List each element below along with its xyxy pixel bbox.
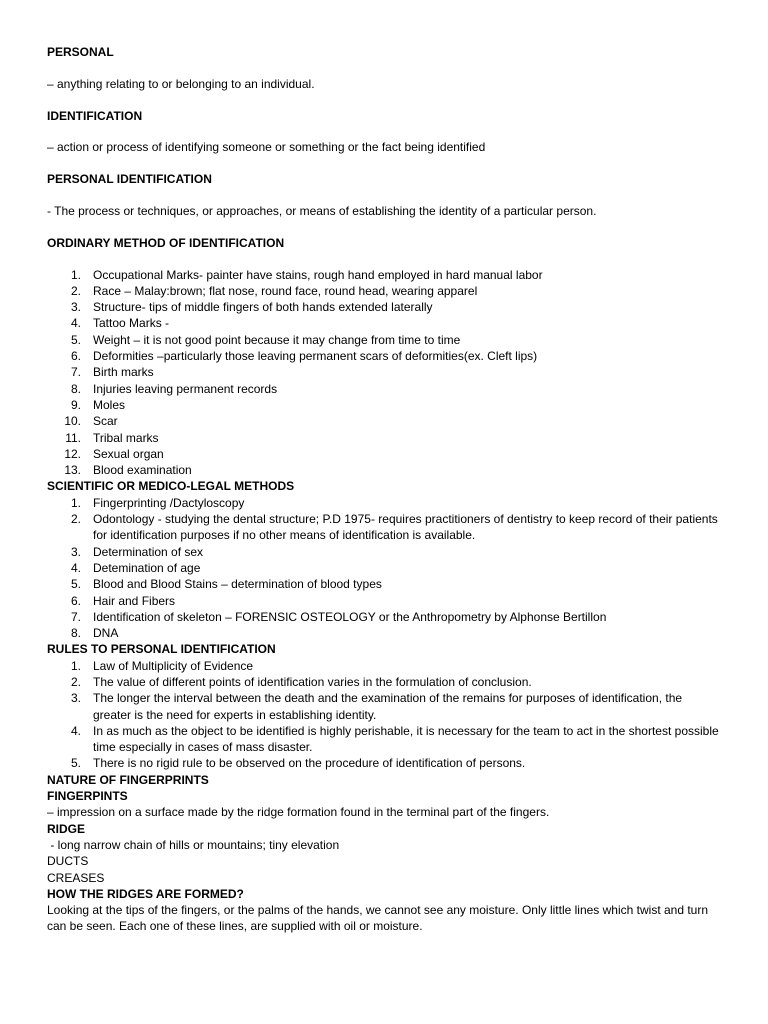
- list-item-number: 7.: [70, 609, 81, 624]
- list-item: [47, 690, 722, 723]
- list-item: [47, 674, 722, 690]
- list-item: [47, 413, 722, 429]
- list-item-text: Occupational Marks- painter have stains, rough hand employed in hard manual labor: [93, 267, 543, 282]
- list-item-number: 1.: [70, 495, 81, 510]
- list-item-number: 5.: [70, 756, 81, 771]
- list-item-text: In as much as the object to be identified is highly perishable, it is necessary for the team to act in the shortest possible time especially in cases of mass disaster.: [93, 723, 719, 755]
- list-item: [47, 609, 722, 625]
- list-item: [47, 299, 722, 315]
- list-item-number: 7.: [70, 365, 81, 380]
- list-item-text: Structure- tips of middle fingers of both hands extended laterally: [93, 300, 433, 315]
- heading-rules: RULES TO PERSONAL IDENTIFICATION: [47, 642, 276, 657]
- list-item-text: Determination of sex: [93, 544, 204, 559]
- list-ordinary-method: [47, 267, 722, 479]
- list-item: [47, 625, 722, 641]
- text-personal-identification: - The process or techniques, or approaches, or means of establishing the identity of a particular person.: [47, 203, 597, 218]
- list-item-number: 10.: [64, 414, 81, 429]
- list-item-text: The longer the interval between the death and the examination of the remains for purposes of identification, the greater is the need for experts in establishing identity.: [93, 691, 683, 722]
- heading-identification: IDENTIFICATION: [47, 108, 143, 123]
- list-item: [47, 348, 722, 364]
- list-rules: [47, 658, 722, 772]
- list-item: [47, 267, 722, 283]
- list-item: [47, 283, 722, 299]
- list-item-number: 9.: [70, 397, 81, 412]
- list-item: [47, 462, 722, 478]
- list-item-number: 13.: [64, 463, 81, 478]
- list-item-text: Identification of skeleton – FORENSIC OSTEOLOGY or the Anthropometry by Alphonse Bertillon: [93, 609, 607, 624]
- list-item-number: 4.: [70, 560, 81, 575]
- list-item: [47, 430, 722, 446]
- list-item-text: Blood examination: [93, 463, 192, 478]
- list-item-number: 8.: [70, 626, 81, 641]
- list-item-number: 4.: [70, 723, 81, 738]
- list-item-text: Blood and Blood Stains – determination of blood types: [93, 577, 382, 592]
- list-item-text: Law of Multiplicity of Evidence: [93, 658, 254, 673]
- list-item-number: 5.: [70, 332, 81, 347]
- list-item-text: Hair and Fibers: [93, 593, 176, 608]
- text-creases: CREASES: [47, 870, 105, 885]
- list-item: [47, 576, 722, 592]
- list-item-text: Deformities –particularly those leaving permanent scars of deformities(ex. Cleft lips): [93, 349, 538, 364]
- list-item-text: Injuries leaving permanent records: [93, 381, 278, 396]
- list-item-text: There is no rigid rule to be observed on the procedure of identification of persons.: [93, 756, 526, 771]
- list-item-number: 3.: [70, 544, 81, 559]
- heading-scientific-method: SCIENTIFIC OR MEDICO-LEGAL METHODS: [47, 479, 295, 494]
- text-fingerprints: – impression on a surface made by the ridge formation found in the terminal part of the fingers.: [47, 805, 550, 820]
- list-item-number: 12.: [64, 446, 81, 461]
- list-item-text: Birth marks: [93, 365, 154, 380]
- heading-personal-identification: PERSONAL IDENTIFICATION: [47, 172, 212, 187]
- list-item: [47, 446, 722, 462]
- list-item: [47, 723, 722, 756]
- list-item: [47, 315, 722, 331]
- list-item-number: 4.: [70, 316, 81, 331]
- list-item-number: 1.: [70, 658, 81, 673]
- heading-personal: PERSONAL: [47, 45, 114, 59]
- text-ridge: - long narrow chain of hills or mountains; tiny elevation: [47, 837, 340, 852]
- list-item-text: Tattoo Marks -: [93, 316, 170, 331]
- list-item: [47, 560, 722, 576]
- heading-ordinary-method: ORDINARY METHOD OF IDENTIFICATION: [47, 235, 285, 250]
- list-item-text: Scar: [93, 414, 118, 429]
- list-item-text: DNA: [93, 626, 119, 641]
- list-item-text: Weight – it is not good point because it may change from time to time: [93, 332, 461, 347]
- list-item-number: 3.: [70, 300, 81, 315]
- list-item-number: 1.: [70, 267, 81, 282]
- list-scientific-method: [47, 495, 722, 642]
- text-identification: – action or process of identifying someone or something or the fact being identified: [47, 140, 486, 155]
- list-item-number: 5.: [70, 577, 81, 592]
- text-ridges-formed: Looking at the tips of the fingers, or the palms of the hands, we cannot see any moisture. Only little lines which twist and turn can be seen. Each one of these lines, are supplied with oil or moisture.: [47, 903, 709, 934]
- list-item: [47, 511, 722, 544]
- list-item: [47, 544, 722, 560]
- heading-nature-of-fingerprints: NATURE OF FINGERPRINTS: [47, 772, 209, 787]
- list-item-text: The value of different points of identification varies in the formulation of conclusion.: [93, 675, 532, 689]
- list-item: [47, 755, 722, 771]
- heading-ridges-formed: HOW THE RIDGES ARE FORMED?: [47, 886, 244, 901]
- list-item-text: Race – Malay:brown; flat nose, round face, round head, wearing apparel: [93, 283, 478, 298]
- list-item: [47, 364, 722, 380]
- list-item: [47, 495, 722, 511]
- list-item-number: 6.: [70, 349, 81, 364]
- list-item-text: Sexual organ: [93, 446, 164, 461]
- list-item-text: Tribal marks: [93, 430, 159, 445]
- list-item: [47, 593, 722, 609]
- list-item: [47, 332, 722, 348]
- list-item-number: 8.: [70, 381, 81, 396]
- list-item-number: 11.: [65, 430, 81, 445]
- list-item: [47, 658, 722, 674]
- list-item-text: Detemination of age: [93, 560, 201, 575]
- list-item-number: 2.: [70, 675, 81, 689]
- list-item-number: 2.: [70, 283, 81, 298]
- heading-ridge: RIDGE: [47, 821, 86, 836]
- list-item: [47, 397, 722, 413]
- list-item-number: 2.: [70, 512, 81, 527]
- list-item-number: 3.: [70, 691, 81, 706]
- list-item-text: Moles: [93, 397, 126, 412]
- list-item-number: 6.: [70, 593, 81, 608]
- list-item-text: Odontology - studying the dental structure; P.D 1975- requires practitioners of dentistry to keep record of their patients for identification purposes if no other means of identification is available.: [93, 512, 718, 543]
- text-personal: – anything relating to or belonging to an individual.: [47, 76, 315, 91]
- text-ducts: DUCTS: [47, 854, 89, 869]
- list-item-text: Fingerprinting /Dactyloscopy: [93, 495, 245, 510]
- heading-fingerprints: FINGERPINTS: [47, 789, 128, 804]
- list-item: [47, 381, 722, 397]
